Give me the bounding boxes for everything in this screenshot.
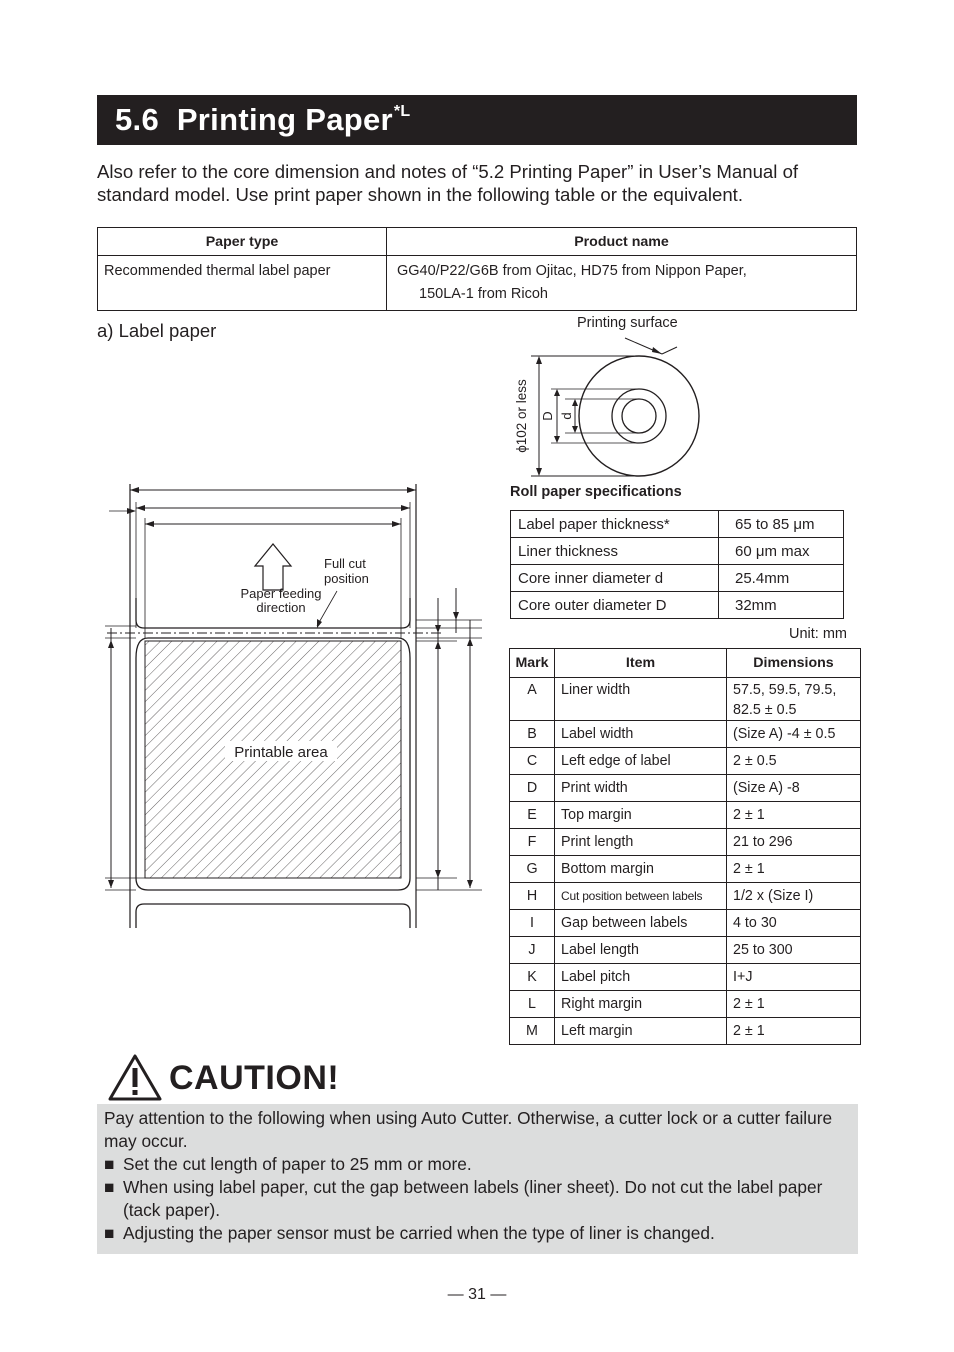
product-line-1: GG40/P22/G6B from Ojitac, HD75 from Nippon Paper,: [397, 263, 747, 279]
table-row: Core inner diameter d 25.4mm: [511, 565, 844, 592]
table-row: D Print width (Size A) -8: [510, 775, 861, 802]
table-row: [98, 256, 857, 311]
table-row: Core outer diameter D 32mm: [511, 592, 844, 619]
table-header-row: [510, 649, 861, 678]
header-paper-type: Paper type: [98, 228, 387, 256]
feed-direction-label-1: Paper feeding: [240, 586, 322, 601]
feed-direction-label-2: direction: [256, 600, 306, 615]
printing-surface-label: Printing surface: [577, 315, 678, 331]
table-row: B Label width (Size A) -4 ± 0.5: [510, 721, 861, 748]
section-superscript: *L: [393, 103, 411, 120]
full-cut-label-1: Full cut: [324, 556, 366, 571]
intro-paragraph: Also refer to the core dimension and notes of “5.2 Printing Paper” in User’s Manual of standard model. Use print paper shown in the following table or the equivalent.: [97, 161, 799, 205]
bullet-square-icon: ■: [104, 1223, 115, 1243]
caution-title: CAUTION!: [169, 1058, 340, 1097]
table-row: L Right margin 2 ± 1: [510, 991, 861, 1018]
caution-box: [97, 1104, 858, 1254]
header-product-name: Product name: [387, 228, 857, 256]
table-row: I Gap between labels 4 to 30: [510, 910, 861, 937]
product-name-cell: [387, 256, 857, 311]
bullet-square-icon: ■: [104, 1177, 115, 1197]
section-title: 5.6 Printing Paper$^{*L}$: [115, 102, 411, 137]
table-row: F Print length 21 to 296: [510, 829, 861, 856]
table-row: G Bottom margin 2 ± 1: [510, 856, 861, 883]
list-item: ■ Adjusting the paper sensor must be carried when the type of liner is changed.: [104, 1223, 715, 1243]
unit-label: Unit: mm: [789, 626, 847, 642]
section-header: [97, 95, 857, 145]
table-row: J Label length 25 to 300: [510, 937, 861, 964]
list-item: ■ When using label paper, cut the gap between labels (liner sheet). Do not cut the label paper (tack paper).: [104, 1177, 823, 1220]
product-line-2: 150LA-1 from Ricoh: [419, 286, 548, 302]
table-row: C Left edge of label 2 ± 0.5: [510, 748, 861, 775]
paper-type-cell: Recommended thermal label paper: [98, 256, 387, 311]
mark-d-label: d: [559, 412, 574, 420]
table-row: K Label pitch I+J: [510, 964, 861, 991]
outer-diameter-label: ϕ102 or less: [514, 379, 529, 453]
core-outer-circle: [612, 389, 666, 443]
printing-surface-arrowhead: [652, 347, 662, 354]
table-row: A Liner width 57.5, 59.5, 79.5, 82.5 ± 0.5: [510, 678, 861, 721]
label-paper-diagram: [97, 478, 487, 933]
table-row: H Cut position between labels 1/2 x (Size I): [510, 883, 861, 910]
header-dimensions: Dimensions: [727, 649, 861, 678]
header-mark: Mark: [510, 649, 555, 678]
paper-type-table: [97, 227, 857, 311]
table-header-row: [98, 228, 857, 256]
roll-paper-diagram: [505, 330, 705, 480]
caution-intro: Pay attention to the following when using Auto Cutter. Otherwise, a cutter lock or a cutter failure may occur.: [104, 1108, 833, 1151]
feed-direction-arrow: [255, 544, 291, 590]
printable-area-label: Printable area: [234, 744, 328, 761]
roll-spec-table: [510, 510, 844, 619]
bullet-square-icon: ■: [104, 1154, 115, 1174]
dimensions-table: [509, 648, 861, 1045]
table-row: M Left margin 2 ± 1: [510, 1018, 861, 1045]
core-inner-circle: [622, 399, 656, 433]
table-row: Label paper thickness* 65 to 85 μm: [511, 511, 844, 538]
mark-D-label: D: [540, 411, 555, 421]
label-paper-heading: a) Label paper: [97, 320, 217, 341]
roll-outer-circle: [579, 356, 699, 476]
table-row: E Top margin 2 ± 1: [510, 802, 861, 829]
table-row: Liner thickness 60 μm max: [511, 538, 844, 565]
page-number: — 31 —: [447, 1286, 507, 1303]
list-item: ■ Set the cut length of paper to 25 mm or more.: [104, 1154, 472, 1174]
caution-heading: [107, 1050, 339, 1106]
roll-spec-title: Roll paper specifications: [510, 484, 682, 500]
warning-triangle-icon: [107, 1053, 163, 1103]
header-item: Item: [555, 649, 727, 678]
full-cut-label-2: position: [324, 571, 369, 586]
